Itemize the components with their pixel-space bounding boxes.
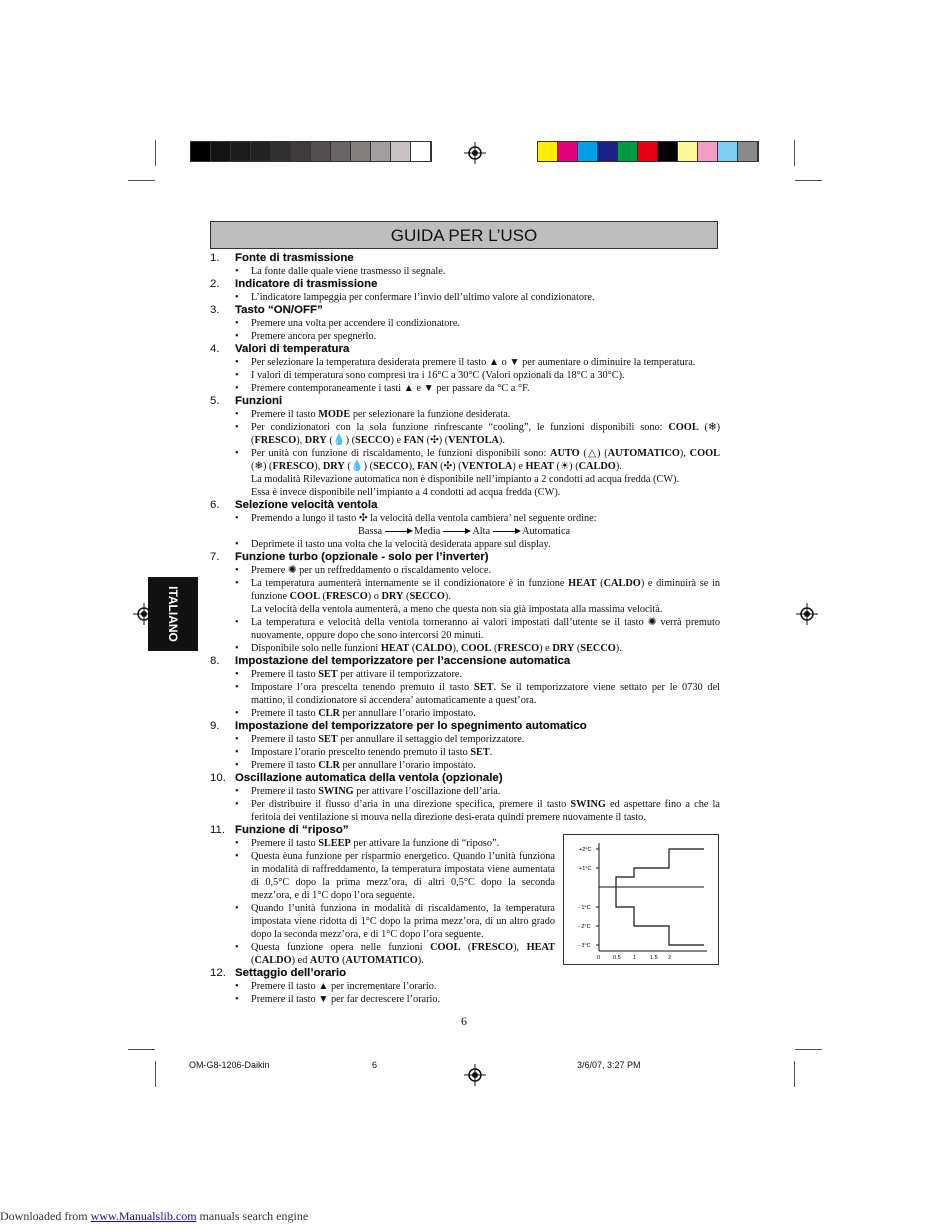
sleep-function-chart bbox=[563, 834, 719, 965]
gray-swatch bbox=[191, 142, 211, 161]
section-title: Tasto “ON/OFF” bbox=[235, 304, 323, 316]
section-number: 3. bbox=[210, 304, 220, 316]
color-swatch bbox=[558, 142, 578, 161]
section-1 bbox=[210, 252, 720, 278]
section-heading bbox=[210, 395, 720, 408]
gray-swatch bbox=[411, 142, 431, 161]
list-item: • Premere il tasto SET per annullare il settaggio del temporizzatore. bbox=[210, 733, 720, 746]
y-tick-label: - 3°C bbox=[578, 943, 591, 949]
list-item: • L’indicatore lampeggia per confermare l’invio dell’ultimo valore al condizionatore. bbox=[210, 291, 720, 304]
section-title: Funzioni bbox=[235, 395, 283, 407]
list-item: • Premere il tasto SLEEP per attivare la funzione di “riposo”. bbox=[210, 837, 761, 850]
section-10 bbox=[210, 772, 720, 824]
gray-swatch bbox=[271, 142, 291, 161]
grayscale-bar bbox=[190, 141, 432, 162]
list-item: • Premere ✺ per un reffreddamento o riscaldamento veloce. bbox=[210, 564, 720, 577]
crop-mark bbox=[795, 180, 822, 181]
section-title: Settaggio dell’orario bbox=[235, 967, 347, 979]
section-number: 12. bbox=[210, 967, 226, 979]
gray-swatch bbox=[371, 142, 391, 161]
list-item: • Premendo a lungo il tasto ✣ la velocità della ventola cambiera’ nel seguente ordine: bbox=[210, 512, 720, 525]
list-item: • Premere una volta per accendere il condizionatore. bbox=[210, 317, 720, 330]
footer-doc-code: OM-G8-1206-Daikin bbox=[189, 1060, 270, 1070]
section-heading bbox=[210, 252, 720, 265]
bullet-list bbox=[210, 980, 720, 1006]
color-swatch bbox=[618, 142, 638, 161]
fan-speed-label: Bassa bbox=[358, 526, 383, 537]
section-title: Funzione turbo (opzionale - solo per l’inverter) bbox=[235, 551, 489, 563]
list-item: • Premere il tasto ▲ per incrementare l’orario. bbox=[210, 980, 720, 993]
color-swatch bbox=[538, 142, 558, 161]
download-prefix: Downloaded from bbox=[0, 1209, 91, 1223]
x-tick-label: 0.5 bbox=[613, 955, 621, 961]
list-item: • Quando l’unità funziona in modalità di riscaldamento, la temperatura impostata viene ridotta di 1°C dopo la prima mezz’ora, di un altro grado dopo la seconda mezz’ora, e di 1°C dopo l’ora seguente. bbox=[210, 902, 555, 941]
list-item: • Impostare l’ora prescelta tenendo premuto il tasto SET. Se il temporizzatore viene settato per le 0730 del mattino, il condizionatore si accendera’ automaticamente a quest’ora. bbox=[210, 681, 720, 707]
crop-mark bbox=[128, 180, 155, 181]
bullet-list bbox=[210, 512, 720, 551]
crop-mark bbox=[794, 140, 795, 166]
section-title: Valori di temperatura bbox=[235, 343, 350, 355]
section-7 bbox=[210, 551, 720, 655]
section-number: 9. bbox=[210, 720, 220, 732]
color-swatch bbox=[578, 142, 598, 161]
section-2 bbox=[210, 278, 720, 304]
section-title: Impostazione del temporizzatore per l’accensione automatica bbox=[235, 655, 571, 667]
arrow-right-icon bbox=[443, 531, 469, 532]
list-item: • Premere il tasto CLR per annullare l’orario impostato. bbox=[210, 759, 720, 772]
manualslib-link[interactable]: www.Manualslib.com bbox=[90, 1209, 197, 1223]
list-item: • Questa funzione opera nelle funzioni COOL (FRESCO), HEAT (CALDO) ed AUTO (AUTOMATICO). bbox=[210, 941, 555, 967]
crop-mark bbox=[155, 1061, 156, 1087]
crop-mark bbox=[155, 140, 156, 166]
registration-mark-icon bbox=[796, 603, 818, 625]
list-item: • Deprimete il tasto una volta che la velocità desiderata appare sul display. bbox=[210, 538, 720, 551]
arrow-right-icon bbox=[385, 531, 411, 532]
section-number: 1. bbox=[210, 252, 220, 264]
section-heading bbox=[210, 343, 720, 356]
page-title: GUIDA PER L’USO bbox=[210, 221, 718, 249]
section-3 bbox=[210, 304, 720, 343]
crop-mark bbox=[795, 1049, 822, 1050]
list-item: • Premere contemporaneamente i tasti ▲ e ▼ per passare da °C a °F. bbox=[210, 382, 720, 395]
cooling-curve bbox=[616, 849, 704, 887]
section-heading bbox=[210, 304, 720, 317]
section-number: 6. bbox=[210, 499, 220, 511]
section-heading bbox=[210, 772, 720, 785]
section-heading bbox=[210, 278, 720, 291]
list-item: • Premere il tasto SET per attivare il temporizzatore. bbox=[210, 668, 720, 681]
bullet-list bbox=[210, 317, 720, 343]
color-swatch bbox=[698, 142, 718, 161]
fan-speed-label: Automatica bbox=[522, 526, 571, 537]
fan-speed-sequence bbox=[210, 525, 720, 538]
gray-swatch bbox=[311, 142, 331, 161]
section-title: Oscillazione automatica della ventola (opzionale) bbox=[235, 772, 503, 784]
section-number: 8. bbox=[210, 655, 220, 667]
registration-mark-icon bbox=[464, 1064, 486, 1086]
section-title: Impostazione del temporizzatore per lo spegnimento automatico bbox=[235, 720, 587, 732]
section-number: 10. bbox=[210, 772, 226, 784]
list-item: • Premere ancora per spegnerlo. bbox=[210, 330, 720, 343]
section-title: Selezione velocità ventola bbox=[235, 499, 378, 511]
section-9 bbox=[210, 720, 720, 772]
crop-mark bbox=[794, 1061, 795, 1087]
arrow-right-icon bbox=[493, 531, 519, 532]
bullet-list bbox=[210, 356, 720, 395]
footer-page: 6 bbox=[372, 1060, 378, 1070]
list-item: • La fonte dalle quale viene trasmesso il segnale. bbox=[210, 265, 720, 278]
x-tick-label: 0 bbox=[597, 955, 601, 961]
y-tick-label: - 1°C bbox=[578, 905, 591, 911]
x-tick-label: 1 bbox=[633, 955, 637, 961]
color-swatch bbox=[738, 142, 758, 161]
fan-speed-label: Media bbox=[414, 526, 441, 537]
heating-curve bbox=[616, 887, 704, 945]
list-item: • Premere il tasto SWING per attivare l’oscillazione dell’aria. bbox=[210, 785, 720, 798]
color-bar bbox=[537, 141, 759, 162]
section-number: 5. bbox=[210, 395, 220, 407]
color-swatch bbox=[658, 142, 678, 161]
bullet-list bbox=[210, 564, 720, 655]
section-5 bbox=[210, 395, 720, 499]
section-number: 2. bbox=[210, 278, 220, 290]
list-item: • La temperatura e velocità della ventola torneranno ai valori impostati dall’utente se il tasto ✺ verrà premuto nuovamente, oppure dopo che sono intercorsi 20 minuti. bbox=[210, 616, 720, 642]
list-item: • I valori di temperatura sono compresi tra i 16°C a 30°C (Valori opzionali da 18°C a 30°C). bbox=[210, 369, 720, 382]
section-12 bbox=[210, 967, 720, 1006]
list-item: • Per unità con funzione di riscaldamento, le funzioni disponibili sono: AUTO (△) (AUTOMATICO), COOL (❄) (FRESCO), DRY (💧) (SECCO), FAN (✣) (VENTOLA) e HEAT (☀) (CALDO). bbox=[210, 447, 720, 473]
language-tab-label: ITALIANO bbox=[166, 586, 180, 642]
gray-swatch bbox=[251, 142, 271, 161]
section-title: Indicatore di trasmissione bbox=[235, 278, 378, 290]
list-item: • Premere il tasto MODE per selezionare la funzione desiderata. bbox=[210, 408, 720, 421]
bullet-list bbox=[210, 785, 720, 824]
bullet-list bbox=[210, 265, 720, 278]
section-title: Fonte di trasmissione bbox=[235, 252, 354, 264]
bullet-list bbox=[210, 733, 720, 772]
list-item: • Premere il tasto CLR per annullare l’orario impostato. bbox=[210, 707, 720, 720]
list-item: Essa è invece disponibile nell’impianto a 4 condotti ad acqua fredda (CW). bbox=[251, 487, 561, 498]
list-item: La velocità della ventola aumenterà, a meno che questa non sia già impostata alla massima velocità. bbox=[251, 604, 663, 615]
list-item: • Impostare l’orario prescelto tenendo premuto il tasto SET. bbox=[210, 746, 720, 759]
list-item: • Premere il tasto ▼ per far decrescere l’orario. bbox=[210, 993, 720, 1006]
color-swatch bbox=[678, 142, 698, 161]
color-swatch bbox=[598, 142, 618, 161]
list-item: • Per condizionatori con la sola funzione rinfrescante “cooling”, le funzioni disponibili sono: COOL (❄) (FRESCO), DRY (💧) (SECCO) e FAN (✣) (VENTOLA). bbox=[210, 421, 720, 447]
language-tab bbox=[148, 577, 198, 651]
list-item: • Disponibile solo nelle funzioni HEAT (CALDO), COOL (FRESCO) e DRY (SECCO). bbox=[210, 642, 720, 655]
section-8 bbox=[210, 655, 720, 720]
crop-mark bbox=[128, 1049, 155, 1050]
section-heading bbox=[210, 499, 720, 512]
footer-timestamp: 3/6/07, 3:27 PM bbox=[577, 1060, 641, 1070]
y-tick-label: +2°C bbox=[579, 847, 592, 853]
color-swatch bbox=[718, 142, 738, 161]
x-tick-label: 1.5 bbox=[650, 955, 658, 961]
list-item: • Per distribuire il flusso d’aria in una direzione specifica, premere il tasto SWING ed aspettare fino a che la feritoia dei ventilazione si mouva nella direzione desi-erata quindi premere nuovamente il tasto. bbox=[210, 798, 720, 824]
gray-swatch bbox=[351, 142, 371, 161]
registration-mark-icon bbox=[464, 142, 486, 164]
gray-swatch bbox=[331, 142, 351, 161]
list-item: • Questa èuna funzione per risparmio energetico. Quando l’unità funziona in modalità di raffreddamento, la temperatura impostata viene aumentata di 0,5°C dopo la prima mezz’ora, di altri 0,5°C dopo la seconda mezz’ora, e di 1°C dopo l’ora seguente. bbox=[210, 850, 555, 902]
section-heading bbox=[210, 720, 720, 733]
fan-speed-label: Alta bbox=[472, 526, 491, 537]
section-number: 11. bbox=[210, 824, 226, 836]
section-heading bbox=[210, 655, 720, 668]
x-tick-label: 2 bbox=[668, 955, 672, 961]
y-tick-label: +1°C bbox=[579, 866, 592, 872]
gray-swatch bbox=[291, 142, 311, 161]
sleep-chart-svg bbox=[564, 835, 720, 966]
color-swatch bbox=[638, 142, 658, 161]
bullet-list bbox=[210, 668, 720, 720]
gray-swatch bbox=[391, 142, 411, 161]
section-4 bbox=[210, 343, 720, 395]
page-number: 6 bbox=[461, 1014, 467, 1028]
download-note bbox=[0, 1209, 308, 1224]
section-heading bbox=[210, 967, 720, 980]
gray-swatch bbox=[231, 142, 251, 161]
y-tick-label: - 2°C bbox=[578, 924, 591, 930]
bullet-list bbox=[210, 291, 720, 304]
section-title: Funzione di “riposo” bbox=[235, 824, 349, 836]
section-number: 7. bbox=[210, 551, 220, 563]
gray-swatch bbox=[211, 142, 231, 161]
list-item: La modalità Rilevazione automatica non è disponibile nell’impianto a 2 condotti ad acqua fredda (CW). bbox=[251, 474, 680, 485]
section-6 bbox=[210, 499, 720, 551]
section-number: 4. bbox=[210, 343, 220, 355]
list-item: • Per selezionare la temperatura desiderata premere il tasto ▲ o ▼ per aumentare o diminuire la temperatura. bbox=[210, 356, 720, 369]
download-suffix: manuals search engine bbox=[196, 1209, 309, 1223]
bullet-list bbox=[210, 408, 720, 499]
list-item: • La temperatura aumenterà internamente se il condizionatore è in funzione HEAT (CALDO) e diminuirà se in funzione COOL (FRESCO) o DRY (SECCO). bbox=[210, 577, 720, 603]
section-heading bbox=[210, 551, 720, 564]
